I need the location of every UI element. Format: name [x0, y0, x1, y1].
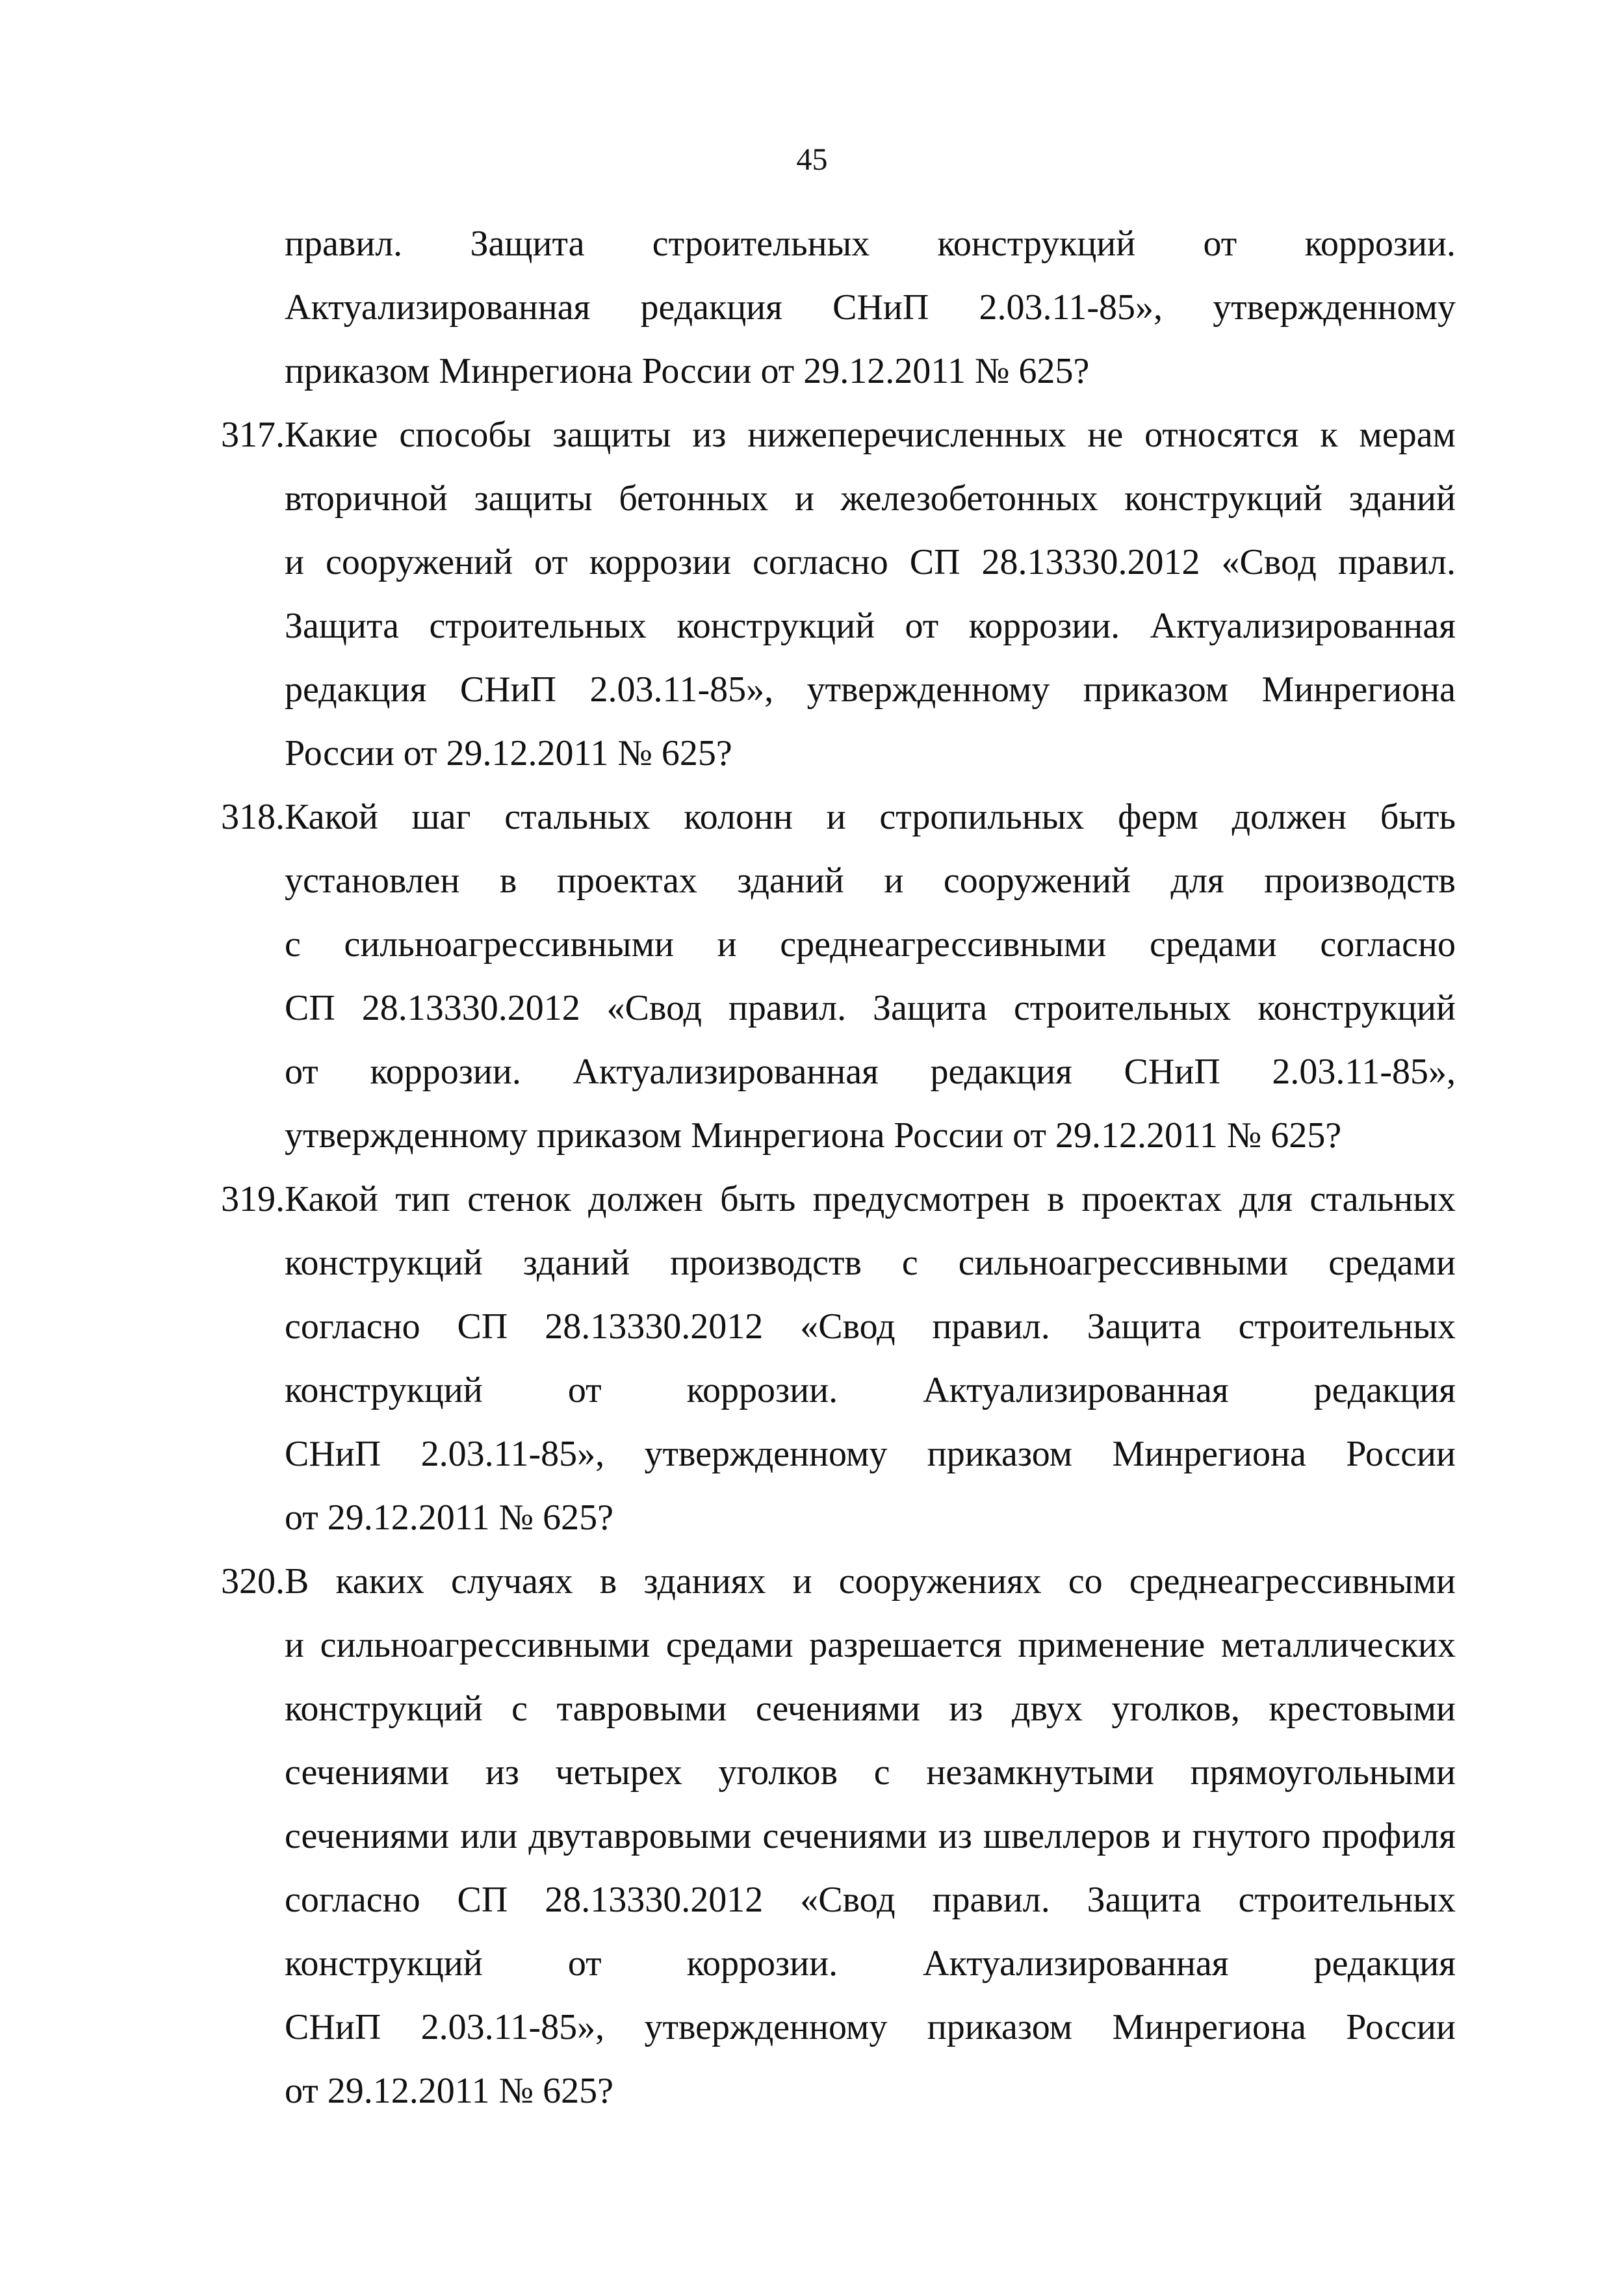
item-line-text: согласно СП 28.13330.2012 «Свод правил. Защита строительных: [285, 1306, 1456, 1347]
item-line-text: от 29.12.2011 № 625?: [285, 1498, 613, 1538]
item-line-text: Защита строительных конструкций от коррозии. Актуализированная: [285, 606, 1456, 646]
item-first-line: [221, 1167, 1456, 1231]
intro-line: правил. Защита строительных конструкций от коррозии.: [285, 224, 1456, 264]
item-line-text: сечениями или двутавровыми сечениями из швеллеров и гнутого профиля: [285, 1816, 1456, 1856]
item-line-text: согласно СП 28.13330.2012 «Свод правил. Защита строительных: [285, 1880, 1456, 1920]
item-line-text: установлен в проектах зданий и сооружений для производств: [285, 861, 1456, 901]
item-first-line: [221, 1549, 1456, 1613]
page-content: [221, 212, 1456, 2123]
item-line-text: СП 28.13330.2012 «Свод правил. Защита строительных конструкций: [285, 988, 1456, 1028]
item-line-text: и сильноагрессивными средами разрешается применение металлических: [285, 1625, 1456, 1665]
item-number: 320.: [221, 1561, 285, 1601]
item-number: 318.: [221, 797, 285, 837]
item-first-line: [221, 785, 1456, 849]
item-line-text: утвержденному приказом Минрегиона России от 29.12.2011 № 625?: [285, 1115, 1342, 1156]
intro-line: Актуализированная редакция СНиП 2.03.11-85», утвержденному: [285, 287, 1456, 328]
item-line-text: с сильноагрессивными и среднеагрессивными средами согласно: [285, 924, 1456, 965]
item-line-text: конструкций от коррозии. Актуализированная редакция: [285, 1370, 1456, 1410]
item-line-text: и сооружений от коррозии согласно СП 28.13330.2012 «Свод правил.: [285, 542, 1456, 582]
item-line-text: от 29.12.2011 № 625?: [285, 2071, 613, 2111]
intro-line: приказом Минрегиона России от 29.12.2011 № 625?: [285, 351, 1090, 391]
item-line-text: Какой шаг стальных колонн и стропильных ферм должен быть: [285, 797, 1456, 837]
item-line-text: Какие способы защиты из нижеперечисленных не относятся к мерам: [285, 415, 1456, 455]
item-first-line: [221, 403, 1456, 467]
item-line-text: конструкций от коррозии. Актуализированная редакция: [285, 1943, 1456, 1984]
item-line-text: Какой тип стенок должен быть предусмотрен в проектах для стальных: [285, 1179, 1456, 1219]
list-item-319: [221, 1167, 1456, 1549]
item-line-text: от коррозии. Актуализированная редакция СНиП 2.03.11-85»,: [285, 1052, 1456, 1092]
item-line-text: СНиП 2.03.11-85», утвержденному приказом Минрегиона России: [285, 2007, 1456, 2047]
item-number: 319.: [221, 1179, 285, 1219]
item-line-text: редакция СНиП 2.03.11-85», утвержденному приказом Минрегиона: [285, 669, 1456, 710]
item-line-text: СНиП 2.03.11-85», утвержденному приказом Минрегиона России: [285, 1434, 1456, 1474]
item-line-text: вторичной защиты бетонных и железобетонных конструкций зданий: [285, 478, 1456, 519]
list-item-318: [221, 785, 1456, 1167]
item-line-text: конструкций с тавровыми сечениями из двух уголков, крестовыми: [285, 1689, 1456, 1729]
intro-continuation: [227, 212, 1456, 403]
list-item-320: [221, 1549, 1456, 2123]
item-number: 317.: [221, 415, 285, 455]
page-number: 45: [796, 142, 828, 177]
list-item-317: [221, 403, 1456, 785]
item-line-text: России от 29.12.2011 № 625?: [285, 733, 732, 773]
item-line-text: конструкций зданий производств с сильноагрессивными средами: [285, 1243, 1456, 1283]
item-line-text: сечениями из четырех уголков с незамкнутыми прямоугольными: [285, 1752, 1456, 1793]
item-line-text: В каких случаях в зданиях и сооружениях со среднеагрессивными: [285, 1561, 1456, 1601]
